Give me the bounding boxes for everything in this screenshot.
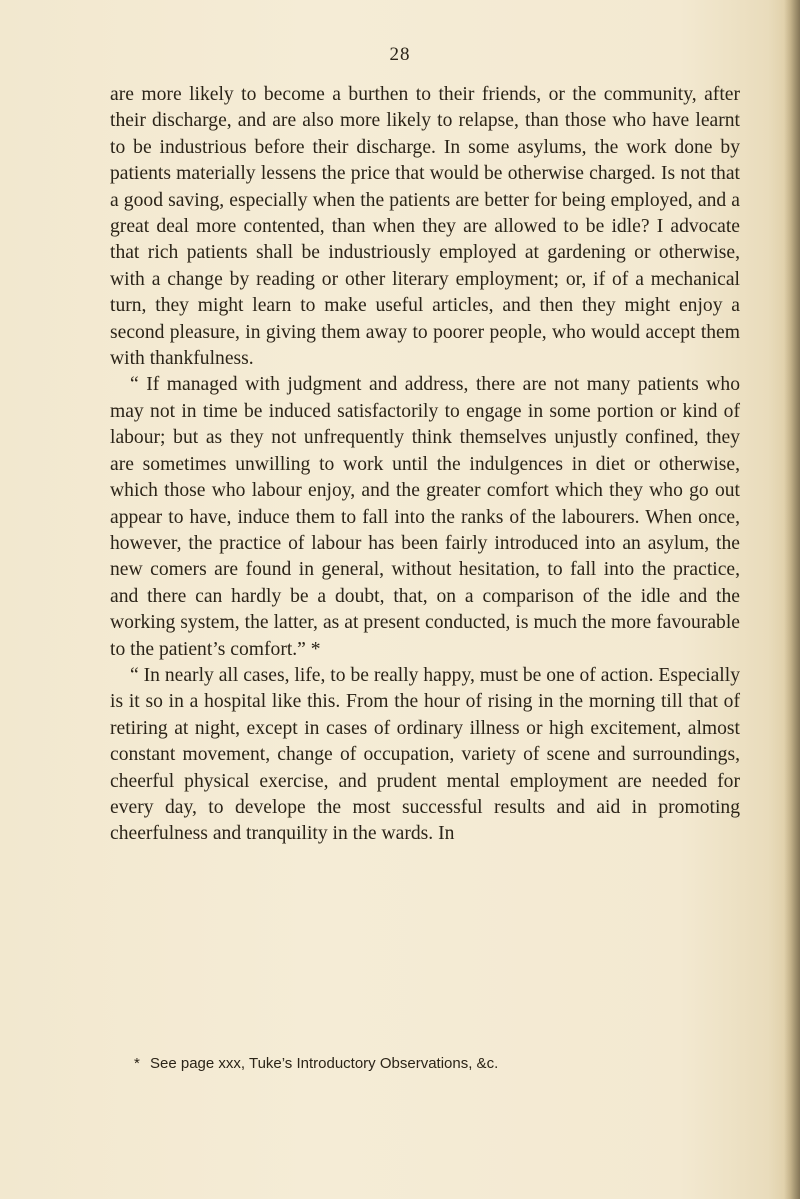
footnote-text: See page xxx, Tuke’s Introductory Observations, &c.: [150, 1055, 499, 1072]
paragraph-quote-labour: “ If managed with judgment and address, there are not many patients who may not in time be induced satisfactorily to engage in some portion or kind of labour; but as they not unfrequently think themselves unjustly confined, they are sometimes unwilling to work until the indulgences in diet or otherwise, which those who labour enjoy, and the greater comfort which they who go out appear to have, induce them to fall into the ranks of the labourers. When once, however, the practice of labour has been fairly introduced into an asylum, the new comers are found in general, without hesitation, to fall into the practice, and there can hardly be a doubt, that, on a comparison of the idle and the working system, the latter, as at present conducted, is much the more favourable to the patient’s comfort.” *: [110, 374, 740, 660]
page-edge-shadow: [784, 0, 800, 1199]
body-text: [110, 82, 740, 848]
paragraph-continued: are more likely to become a burthen to their friends, or the community, after their discharge, and are also more likely to relapse, than those who have learnt to be industrious before their discharge. In some asylums, the work done by patients materially lessens the price that would be otherwise charged. Is not that a good saving, especially when the patients are better for being employed, and a great deal more contented, than when they are allowed to be idle? I advocate that rich patients shall be industriously employed at gardening or otherwise, with a change by reading or other literary employment; or, if of a mechanical turn, they might learn to make useful articles, and then they might enjoy a second pleasure, in giving them away to poorer people, who would accept them with thankfulness.: [110, 84, 740, 370]
paragraph-quote-action: “ In nearly all cases, life, to be really happy, must be one of action. Especially is it so in a hospital like this. From the hour of rising in the morning till that of retiring at night, except in cases of ordinary illness or high excitement, almost constant movement, change of occupation, variety of scene and surroundings, cheerful physical exercise, and prudent mental employment are needed for every day, to develope the most successful results and aid in promoting cheerfulness and tranquility in the wards. In: [110, 664, 740, 845]
footnote-mark: *: [134, 1055, 140, 1072]
footnote: [134, 1054, 734, 1074]
page-number: 28: [389, 44, 411, 65]
